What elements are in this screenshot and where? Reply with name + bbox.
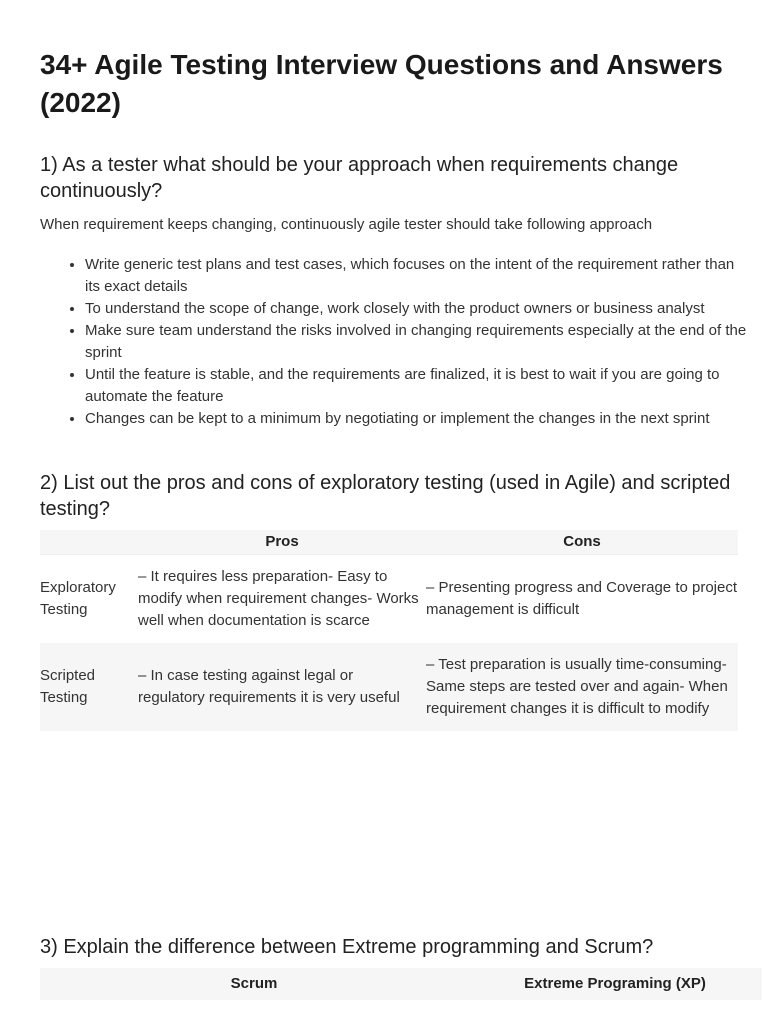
table-header-row <box>40 968 762 1000</box>
list-item: • Changes can be kept to a minimum by negotiating or implement the changes in the next sprint <box>85 408 748 430</box>
table-header-pros: Pros <box>138 530 426 555</box>
exploratory-cons-cell: – Presenting progress and Coverage to project management is difficult <box>426 555 738 644</box>
table-header-cons: Cons <box>426 530 738 555</box>
question-1-bullet-list <box>40 254 748 430</box>
table-row <box>40 555 738 644</box>
table-header-cell <box>40 530 138 555</box>
scripted-pros-cell: – In case testing against legal or regulatory requirements it is very useful <box>138 643 426 731</box>
list-item: • Write generic test plans and test cases, which focuses on the intent of the requirement rather than its exact details <box>85 254 748 298</box>
row-label-exploratory: Exploratory Testing <box>40 555 138 644</box>
exploratory-pros-cell: – It requires less preparation- Easy to modify when requirement changes- Works well when documentation is scarce <box>138 555 426 644</box>
question-1-heading: 1) As a tester what should be your approach when requirements change continuously? <box>40 154 679 202</box>
pros-cons-table <box>40 530 738 731</box>
question-3-heading: 3) Explain the difference between Extreme programming and Scrum? <box>40 936 654 958</box>
list-item: • Until the feature is stable, and the requirements are finalized, it is best to wait if you are going to automate the feature <box>85 364 748 408</box>
table-header-row <box>40 530 738 555</box>
scripted-cons-cell: – Test preparation is usually time-consuming- Same steps are tested over and again- When requirement changes it is difficult to modify <box>426 643 738 731</box>
table-header-scrum: Scrum <box>40 968 468 1000</box>
question-1-intro: When requirement keeps changing, continuously agile tester should take following approach <box>40 216 653 233</box>
table-row <box>40 643 738 731</box>
scrum-xp-table <box>40 968 762 1000</box>
list-item: • To understand the scope of change, work closely with the product owners or business analyst <box>85 298 748 320</box>
question-2-heading: 2) List out the pros and cons of exploratory testing (used in Agile) and scripted testing? <box>40 472 731 520</box>
list-item: • Make sure team understand the risks involved in changing requirements especially at the end of the sprint <box>85 320 748 364</box>
page-title: 34+ Agile Testing Interview Questions and Answers (2022) <box>40 49 723 118</box>
table-header-xp: Extreme Programing (XP) <box>468 968 762 1000</box>
row-label-scripted: Scripted Testing <box>40 643 138 731</box>
